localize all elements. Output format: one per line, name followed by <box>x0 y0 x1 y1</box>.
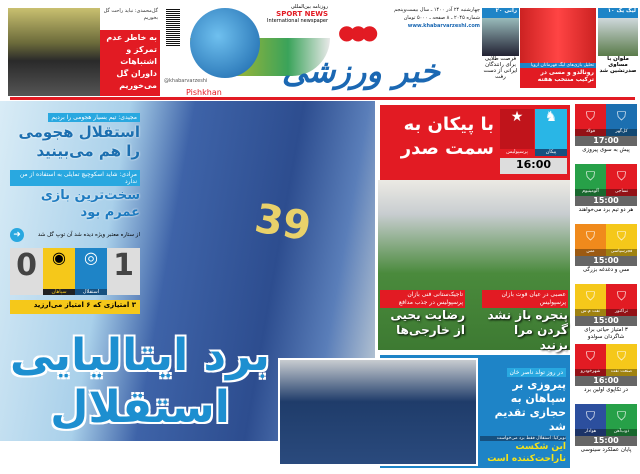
teaser-photo <box>520 8 596 63</box>
coach-photo <box>8 8 100 96</box>
fixture-time: 17:00 <box>575 136 637 146</box>
teaser-photo <box>482 18 519 56</box>
team-logo-icon: ⛉ <box>585 109 595 123</box>
masthead-subtitle: روزنامه بین‌المللی <box>290 4 328 10</box>
sport-news: SPORT NEWS <box>276 10 328 18</box>
teaser-section: رانی <box>504 8 517 14</box>
match-headline: با پیکان به سمت صدر <box>400 114 494 159</box>
team-name: صنعت نفت <box>606 369 637 376</box>
scoreboard <box>10 248 140 295</box>
team-logo-icon: ⛉ <box>616 169 626 183</box>
teaser-rally[interactable] <box>482 8 519 88</box>
away-team-name: سپاهان <box>43 289 75 295</box>
story-kicker: در روز تولد ناصر خان <box>507 368 566 377</box>
story-headline: پنجره باز نشد گردن مرا بزنید <box>487 308 568 352</box>
fixture-away <box>575 104 606 136</box>
main-headline-line1: برد ایتالیایی <box>10 330 270 381</box>
team-logo-icon: ⛉ <box>616 349 626 363</box>
away-score: 0 <box>16 248 37 283</box>
story-kicker: مجیدی: تیم بسیار هجومی را بردیم <box>48 113 140 122</box>
esteghlal-logo-icon: ◎ <box>84 248 98 267</box>
top-left-headline[interactable]: به خاطر عدم تمرکز و اشتباهات داوران گل می‌خوریم <box>100 30 160 96</box>
fixture-teams <box>575 104 637 136</box>
tagline: International newspaper <box>267 18 328 24</box>
story-goal[interactable] <box>10 228 140 242</box>
team-name: نفت م.س <box>575 309 606 316</box>
story-text: از ستاره معتبر ویژه دیده شد آن توپ گل شد <box>37 232 140 238</box>
fixture-away <box>575 344 606 376</box>
team-name: شهرخودرو <box>575 369 606 376</box>
score-strip: ۳ امتیازی که ۶ امتیاز می‌ارزید <box>10 300 140 314</box>
team-name: مس <box>575 249 606 256</box>
fixture-home <box>606 344 637 376</box>
teaser-page: ۱۰ <box>607 8 615 14</box>
sepahan-logo-icon: ◉ <box>52 248 66 267</box>
date-line: چهارشنبه ۲۴ آذر ۱۴۰۰ ـ سال بیست‌وپنجم <box>394 7 480 13</box>
team-name: هوادار <box>575 429 606 436</box>
team2-name: پیکان <box>535 149 567 156</box>
teaser-section: لیگ یک <box>616 8 636 14</box>
fixture-home <box>606 284 637 316</box>
divider <box>10 97 635 100</box>
away-team <box>43 248 75 295</box>
story-headline: پیروزی بر سپاهان به حجازی تقدیم شد <box>494 378 566 433</box>
story-headline: استقلال هجومی را هم می‌بینید <box>18 123 140 160</box>
story-kicker: مرادی: شاید اسکوچیچ تمایلی به استفاده از من ندارد <box>10 170 140 186</box>
story-hardest-game[interactable] <box>10 168 140 221</box>
team-name: آلومینیوم <box>575 189 606 196</box>
teaser-text: رونالدو و مسی در ترکیب منتخب هفته <box>537 69 594 83</box>
fixture[interactable] <box>575 344 637 404</box>
team-logo-icon: ⛉ <box>585 349 595 363</box>
top-left-kicker: گل‌محمدی: نباید راحت گل بخوریم <box>103 8 158 21</box>
team-logo-icon: ⛉ <box>585 169 595 183</box>
teaser-text: ملوان با مساوی صدرنشین شد <box>599 56 637 74</box>
fixture-time: 15:00 <box>575 196 637 206</box>
logo-dots: ●●● <box>338 20 373 44</box>
teaser-section: تحلیل بازی‌های لیگ قهرمانان اروپا <box>520 63 596 68</box>
teaser-champions-league[interactable] <box>520 8 596 88</box>
main-headline[interactable] <box>10 330 270 434</box>
sport-news-label <box>262 4 328 25</box>
paykan-logo-icon: ♞ <box>535 109 567 149</box>
teaser-page: ۲۰ <box>495 8 503 14</box>
fixture-home <box>606 104 637 136</box>
fixture-time: 15:00 <box>575 316 637 326</box>
fixture-caption: ۳ امتیاز حیاتی برای شاگردان سولدو <box>584 327 628 340</box>
arrow-icon: ➜ <box>10 228 24 242</box>
fixture-caption: پایان عملکرد سینوسی <box>580 447 632 453</box>
team-name: فولاد <box>575 129 606 136</box>
team-name: نساجی <box>606 189 637 196</box>
story-kicker: نوبرکیا: استقلال فقط برد می‌خواست <box>480 436 566 441</box>
fixture-time: 15:00 <box>575 436 637 446</box>
fixture[interactable] <box>575 224 637 284</box>
story-attacking[interactable] <box>10 104 140 161</box>
team-logo-icon: ⛉ <box>585 229 595 243</box>
team-celebration-photo <box>278 358 478 466</box>
teaser-league-one[interactable] <box>598 8 638 88</box>
fixture-time: 15:00 <box>575 256 637 266</box>
fixture-caption: هر دو تیم برد می‌خواهند <box>578 207 634 213</box>
fixture-away <box>575 164 606 196</box>
team-name: ذوب‌آهن <box>606 429 637 436</box>
fixture-away <box>575 224 606 256</box>
fixture[interactable] <box>575 104 637 164</box>
home-score: 1 <box>113 248 134 283</box>
fixture-home <box>606 404 637 436</box>
story-kicker: عصبی در عیان فوت بازان پرسپولیس <box>482 290 568 308</box>
fixture-teams <box>575 344 637 376</box>
team-logo-icon: ⛉ <box>585 409 595 423</box>
fixture-away <box>575 404 606 436</box>
fixture[interactable] <box>575 284 637 344</box>
home-team <box>75 248 107 295</box>
team-logo-icon: ⛉ <box>585 289 595 303</box>
fixture-caption: پیش به سوی پیروزی <box>582 147 630 153</box>
team-name: فجرسپاسی <box>606 249 637 256</box>
fixture-away <box>575 284 606 316</box>
website-url[interactable]: www.khabarvarzeshi.com <box>407 23 480 29</box>
match-time: 16:00 <box>500 158 567 174</box>
team-logo-icon: ⛉ <box>616 229 626 243</box>
fixture[interactable] <box>575 404 637 464</box>
fixture-caption: در تکاپوی اولین برد <box>584 387 628 393</box>
team-logo-icon: ⛉ <box>616 289 626 303</box>
story-kicker: تاجیک‌ستانی فنی بازان پرسپولیس در جذب مدافع <box>380 290 465 308</box>
fixture-home <box>606 224 637 256</box>
masthead-info <box>368 6 480 30</box>
fixture-teams <box>575 284 637 316</box>
team1-name: پرسپولیس <box>506 149 528 155</box>
teaser-photo <box>598 18 638 56</box>
fixture-teams <box>575 164 637 196</box>
story-headline: این شکست ناراحت‌کننده است <box>487 442 566 464</box>
pishkhan-watermark: Pishkhan <box>186 88 222 97</box>
persepolis-logo-icon: ★ <box>500 109 534 149</box>
fixtures-column <box>575 104 637 464</box>
fixture-teams <box>575 404 637 436</box>
team-logo-icon: ⛉ <box>616 409 626 423</box>
fixture-caption: مس و دغدغه بزرگی <box>582 267 630 273</box>
masthead-title: خبر ورزشی <box>281 52 440 90</box>
social-handles: @khabarvarzeshi <box>164 78 208 84</box>
barcode <box>166 8 180 46</box>
fixture-teams <box>575 224 637 256</box>
team-logo-icon: ⛉ <box>616 109 626 123</box>
main-headline-line2: استقلال <box>50 382 230 433</box>
story-headline: رضایت یحیی از خارجی‌ها <box>390 308 465 337</box>
fixture[interactable] <box>575 164 637 224</box>
fixture-time: 16:00 <box>575 376 637 386</box>
team-name: کل‌گهر <box>606 129 637 136</box>
teaser-text: فرصت طلایی برای رانندگان ایرانی از دست رفت <box>483 56 518 80</box>
fixture-home <box>606 164 637 196</box>
story-headline: سخت‌ترین بازی عمرم بود <box>40 188 140 220</box>
story-yahya[interactable] <box>380 290 465 338</box>
match-preview-box[interactable] <box>380 105 570 180</box>
home-team-name: استقلال <box>75 289 107 295</box>
issue-line: شماره ۲۰۴۵ ـ ۸ صفحه ـ ۵۰۰۰ تومان <box>403 15 480 21</box>
shirt-number: 39 <box>251 195 315 251</box>
team-name: تراکتور <box>606 309 637 316</box>
story-window[interactable] <box>482 290 568 353</box>
